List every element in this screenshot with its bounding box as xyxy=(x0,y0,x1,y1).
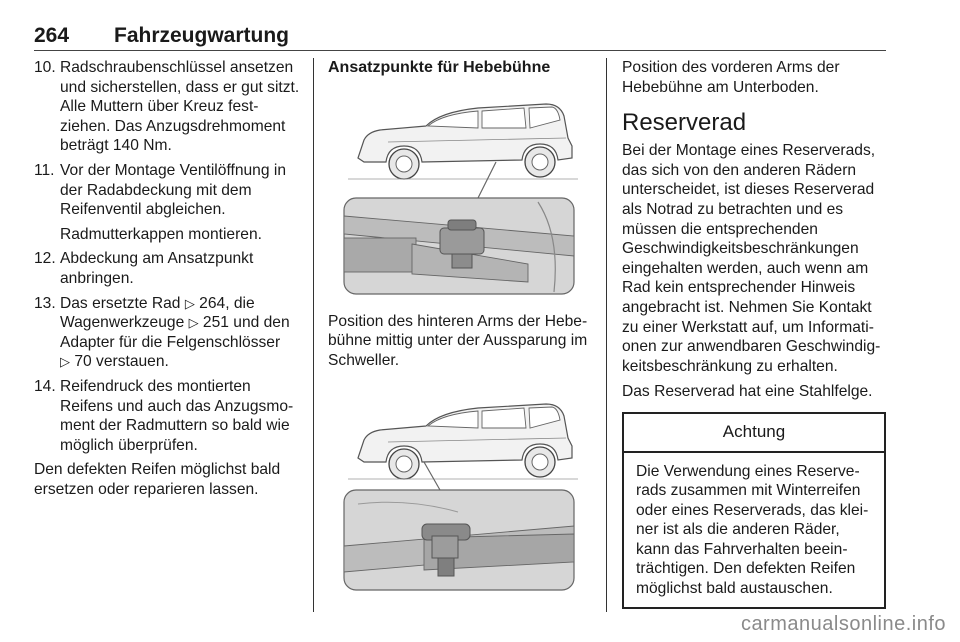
page-reference-arrow-icon: ▷ xyxy=(184,295,195,311)
list-item: 12. Abdeckung am Ansatzpunkt anbringen. xyxy=(34,250,254,287)
page-reference[interactable]: 70 xyxy=(74,353,92,371)
front-lift-arm-illustration xyxy=(328,386,590,598)
page-header xyxy=(34,24,886,52)
body-paragraph: Bei der Montage eines Reserverads, das sich von den anderen Rädern unterscheidet, ist dieses Reserverad als Notrad zu betrachten und es müssen die entsprechenden Geschwindigkeitsbeschränkungen eingehalten werden, auch wenn am Rad kein entsprechender Hinweis angebracht ist. Nehmen Sie Kontakt zu einer Werkstatt auf, um Informationen zur anwendbaren Geschwindigkeitsbeschränkung zu erhalten. xyxy=(622,142,881,375)
column-spare-wheel xyxy=(622,58,886,609)
closing-paragraph: Den defekten Reifen möglichst bald ersetzen oder reparieren lassen. xyxy=(34,461,281,498)
column-instructions xyxy=(34,58,300,505)
caution-box xyxy=(622,412,886,609)
steel-rim-note: Das Reserverad hat eine Stahlfelge. xyxy=(622,383,873,401)
page-reference[interactable]: 251 xyxy=(202,314,229,332)
caution-text: Die Verwendung eines Reserverads zusammen mit Winterreifen oder eines Reserverads, das kleiner ist als die anderen Räder, kann das Fahrverhalten beeinträchtigen. Den defekten Reifen möglichst bald austauschen. xyxy=(636,462,869,598)
column-lift-points xyxy=(328,58,590,598)
intro-paragraph: Position des vorderen Arms der Hebebühne am Unterboden. xyxy=(622,59,840,96)
page-title: Fahrzeugwartung xyxy=(114,24,290,47)
sub-step: Radmutterkappen montieren. xyxy=(60,225,262,243)
steps-list xyxy=(34,58,300,455)
page-number: 264 xyxy=(34,24,70,47)
list-item: 13. Das ersetzte Rad ▷ 264, die Wagenwerkzeuge ▷ 251 und den Adapter für die Felgenschlösser ▷ 70 verstauen. xyxy=(34,294,290,371)
column-divider-left xyxy=(313,58,314,612)
list-item: 10. Radschraubenschlüssel ansetzen und sicherstellen, dass er gut sitzt. Alle Muttern über Kreuz festziehen. Das Anzugsdrehmoment beträgt 140 Nm. xyxy=(34,59,300,155)
section-heading-reserverad: Reserverad xyxy=(622,109,747,137)
page-reference-arrow-icon: ▷ xyxy=(188,315,199,331)
rear-lift-arm-illustration xyxy=(328,86,590,298)
watermark: carmanualsonline.info xyxy=(740,613,946,635)
list-item: 11. Vor der Montage Ventilöffnung in der Radabdeckung mit dem Reifenventil abgleichen. Radmutterkappen montieren. xyxy=(34,161,300,244)
caution-title: Achtung xyxy=(624,414,884,453)
column-divider-right xyxy=(606,58,607,612)
header-rule xyxy=(34,50,886,51)
section-heading: Ansatzpunkte für Hebebühne xyxy=(328,59,551,76)
page-reference[interactable]: 264 xyxy=(199,294,226,312)
page-reference-arrow-icon: ▷ xyxy=(60,354,70,370)
figure-caption: Position des hinteren Arms der Hebebühne mittig unter der Aussparung im Schweller. xyxy=(328,312,588,369)
list-item: 14. Reifendruck des montierten Reifens und auch das Anzugsmoment der Radmuttern so bald wie möglich überprüfen. xyxy=(34,377,294,454)
